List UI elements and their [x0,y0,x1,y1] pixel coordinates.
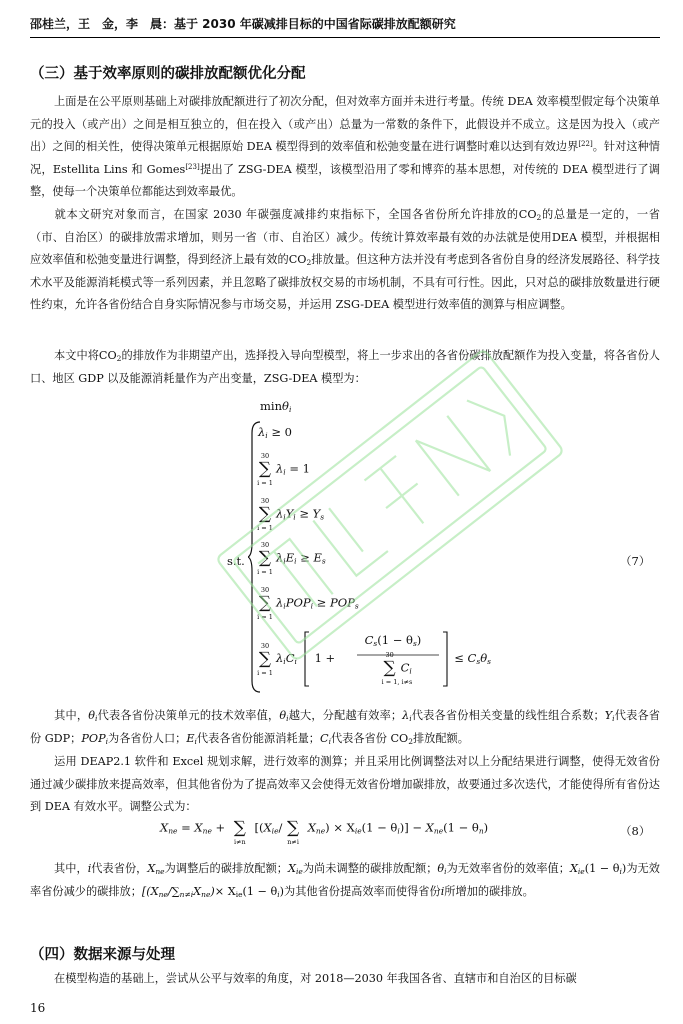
paragraph-3: 本文中将$CO_2$的排放作为非期望产出，选择投入导向型模型，将上一步求出的各省份碳排放配额作为投入变量，将各省份人口、地区 GDP 以及能源消耗量作为产出变量，ZSG-DEA 模型为： [30,349,660,385]
paragraph-7: 在模型构造的基础上，尝试从公平与效率的角度，对 2018—2030 年我国各省、直辖市和自治区的目标碳 [54,972,577,985]
constraint-4: 30 ∑ i = 1 $\lambda_iE_i \ge E_s$ [257,541,326,576]
paragraph-4: 其中，$\theta_i$代表各省份决策单元的技术效率值，$\theta_i$越大，分配越有效率；$\lambda_i$代表各省份相关变量的线性组合系数；$Y_i$代表各省份 GDP；$POP_i$为各省份人口；$E_i$代表各省份能源消耗量；$C_i$代表各省份 $CO_2$排放配额。 [30,709,660,746]
section-heading-4: （四）数据来源与处理 [30,947,175,963]
objective-function: minθ$_i$ [260,399,292,414]
equation-7 [220,399,640,701]
constraint-1: $\lambda_i \ge 0$ [258,425,292,440]
subject-to-label: s.t. [227,554,245,568]
paragraph-1: 上面是在公平原则基础上对碳排放配额进行了初次分配，但对效率方面并未进行考量。传统 DEA 效率模型假定每个决策单元的投入（或产出）之间是相互独立的，但在投入（或产出）总量为一常数的条件下，此假设并不成立。这是因为投入（或产出）之间的相关性，使得决策单元根据原始 DEA 模型得到的效率值和松弛变量在进行调整时难以达到有效边界[22]。针对这种情况，Estellita Lins 和 Gomes[23]提出了 ZSG-DEA 模型，该模型沿用了零和博弈的基本思想，对传统的 DEA 模型进行了调整，使每一个决策单位都能达到效率最优。 [30,95,660,199]
section-heading-3: （三）基于效率原则的碳排放配额优化分配 [30,66,306,82]
paragraph-5: 运用 DEAP2.1 软件和 Excel 规划求解，进行效率的测算；并且采用比例调整法对以上分配结果进行调整，使得无效省份通过减少碳排放来提高效率，但其他省份为了提高效率又会使得无效省份增加碳排放，故要通过多次迭代，才能使得所有省份达到 DEA 有效水平。调整公式为： [30,755,660,814]
constraint-3: 30 ∑ i = 1 $\lambda_iY_i \ge Y_s$ [257,497,325,532]
running-head: 邵桂兰，王 金，李 晨：基于 2030 年碳减排目标的中国省际碳排放配额研究 [30,17,456,31]
equation-8: $X_{ne} = X_{ne}$ + ∑ i≠n [($X_{ie}/$ ∑ n≠i $X_{ne}) \times X_{ie}(1 - \theta_i)] - X_{ne}(1 - \theta_n)$ [160,818,489,846]
constraint-2: 30 ∑ i = 1 $\lambda_i = 1$ [257,452,310,487]
paragraph-2: 就本文研究对象而言，在国家 2030 年碳强度减排约束指标下，全国各省份所允许排放的$CO_2$的总量是一定的，一省（市、自治区）的碳排放需求增加，则另一省（市、自治区）减少。传统计算效率最有效的办法就是使用DEA 模型，并根据相应效率值和松弛变量进行调整，得到经济上最有效的$CO_2$排放量。但这种方法并没有考虑到各省份自身的经济发展路径、科学技术水平及能源消耗模式等一系列因素，并且忽略了碳排放权交易的市场机制，不具有可行性。因此，只对总的碳排放数量进行硬性约束，允许各省份结合自身实际情况参与市场交易，并运用 ZSG-DEA 模型进行效率值的测算与相应调整。 [30,208,660,312]
header-rule [30,37,660,38]
equation-8-number: （8） [620,824,651,838]
constraint-5: 30 ∑ i = 1 $\lambda_iPOP_i \ge POP_s$ [257,586,359,621]
equation-7-number: （7） [620,554,651,568]
paragraph-6: 其中，i代表省份，$X_{ne}$为调整后的碳排放配额；$X_{ie}$为尚未调整的碳排放配额；$\theta_i$为无效率省份的效率值；$X_{ie}(1 - \theta_i)$为无效率省份减少的碳排放；[$(X_{ne}/\sum_{n\ne i}X_{ne})\times X_{ie}(1 - \theta_i)$为其他省份提高效率而使得省份i所增加的碳排放。 [30,862,660,899]
bracket-term: 1 + $C_s(1 - \theta_s)$ 30 ∑ i = 1, i≠s $C_i$ [303,647,449,671]
constraint-6: 30 ∑ i = 1 $\lambda_iC_i$ 1 + $C_s(1 - \theta_s)$ 30 ∑ i = 1, i≠s $C_i$ ≤ $C_s\theta_s$ [257,633,491,686]
page-number: 16 [30,1001,46,1015]
